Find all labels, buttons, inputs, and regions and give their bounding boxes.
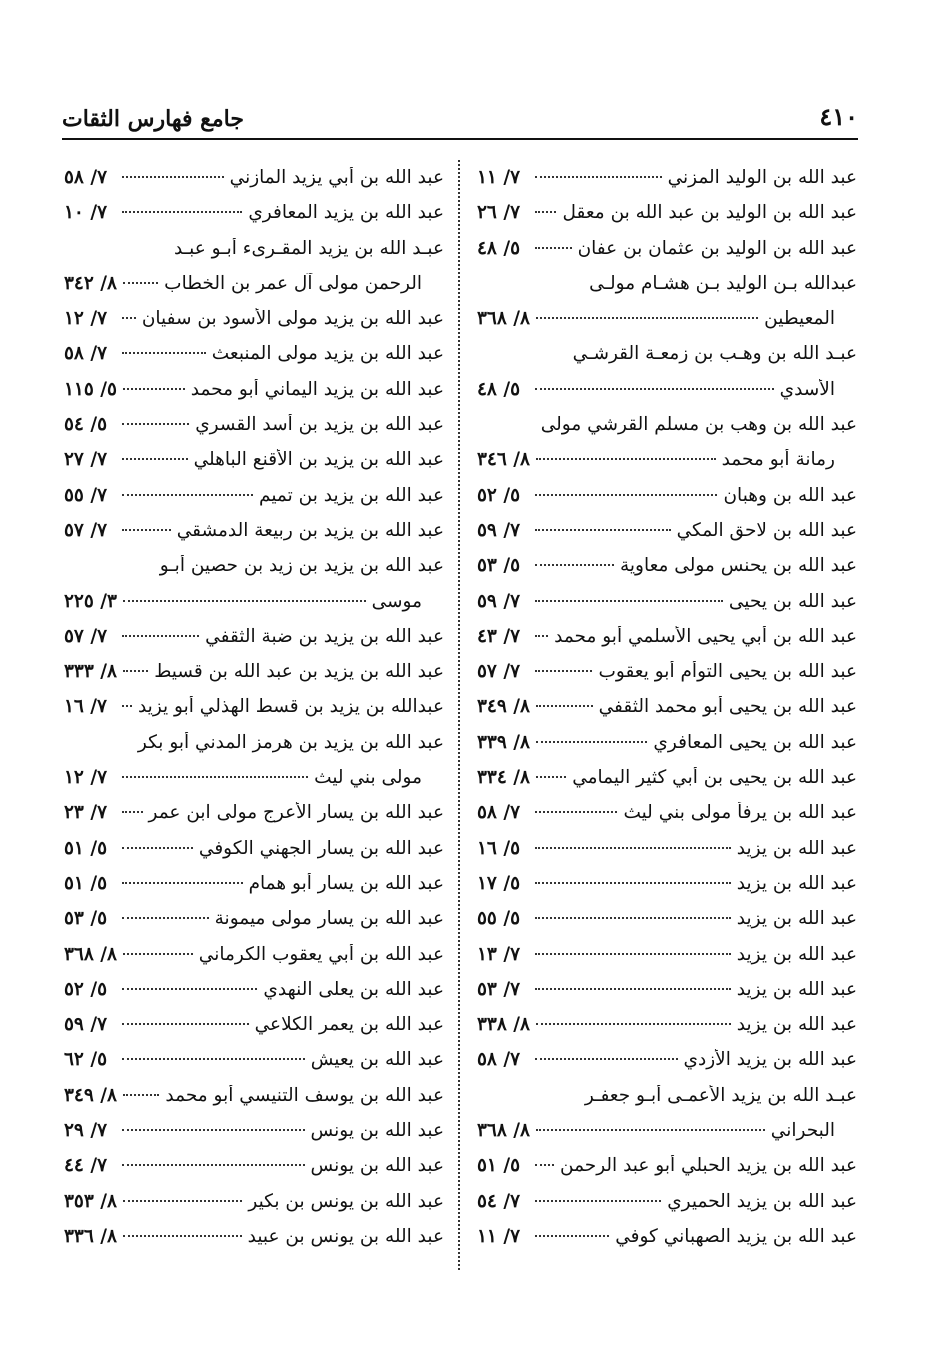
leader-dots xyxy=(536,1023,731,1025)
index-entry xyxy=(64,449,444,484)
volume-page-ref: ٥/ ١٦ xyxy=(477,837,521,859)
entry-name: عبـد الله بن وهـب بن زمعـة القرشـي xyxy=(572,343,857,365)
entry-name: عبد الله بن يزيد الحبلي أبو عبد الرحمن xyxy=(560,1155,857,1177)
index-entry xyxy=(477,343,857,378)
entry-name: عبد الله بن يسار الجهني الكوفي xyxy=(198,837,444,859)
volume-page-ref: ٧/ ٥٣ xyxy=(477,978,521,1000)
entry-name: عبد الله بن يزيد الصهباني كوفي xyxy=(615,1225,857,1247)
index-entry xyxy=(477,626,857,661)
volume-page-ref: ٧/ ٥٧ xyxy=(477,661,521,683)
leader-dots xyxy=(535,917,731,919)
entry-name: عبد الله بن يزيد بن ربيعة الدمشقي xyxy=(176,519,444,541)
entry-name: عبد الله بن أبي يعقوب الكرماني xyxy=(198,943,444,965)
leader-dots xyxy=(122,176,224,178)
leader-dots xyxy=(535,564,614,566)
volume-page-ref: ٨/ ٣٥٣ xyxy=(64,1190,117,1212)
volume-page-ref: ٧/ ٤٣ xyxy=(477,625,521,647)
leader-dots xyxy=(123,388,185,390)
volume-page-ref: ٥/ ٥٢ xyxy=(477,484,521,506)
leader-dots xyxy=(122,811,143,813)
volume-page-ref: ٧/ ٥٧ xyxy=(64,625,108,647)
entry-name: عبد الله بن أبي يحيى الأسلمي أبو محمد xyxy=(554,625,857,647)
column-divider xyxy=(458,160,460,1270)
page-header xyxy=(62,100,858,140)
entry-name: عبد الله بن يسار الأعرج مولى ابن عمر xyxy=(148,802,444,824)
volume-page-ref: ٧/ ٥٩ xyxy=(477,590,521,612)
leader-dots xyxy=(122,317,136,319)
index-entry xyxy=(477,802,857,837)
index-entry xyxy=(477,202,857,237)
leader-dots xyxy=(122,1023,249,1025)
leader-dots xyxy=(122,423,189,425)
volume-page-ref: ٥/ ٦٢ xyxy=(64,1049,108,1071)
volume-page-ref: ٨/ ٣٤٢ xyxy=(64,272,117,294)
volume-page-ref: ٨/ ٣٦٨ xyxy=(477,308,530,330)
index-entry xyxy=(477,308,857,343)
index-entry xyxy=(477,732,857,767)
leader-dots xyxy=(123,282,158,284)
index-entry xyxy=(477,944,857,979)
index-entry xyxy=(64,1014,444,1049)
volume-page-ref: ٧/ ٥٧ xyxy=(64,519,108,541)
leader-dots xyxy=(535,988,731,990)
entry-name: عبد الله بن يرفأ مولى بني ليث xyxy=(623,802,857,824)
volume-page-ref: ٧/ ١٢ xyxy=(64,767,108,789)
index-entry xyxy=(477,873,857,908)
entry-name: عبد الله بن يزيد بن تميم xyxy=(259,484,444,506)
index-entry xyxy=(477,1049,857,1084)
entry-name: عبد الله بن يوسف التنيسي أبو محمد xyxy=(165,1084,444,1106)
index-entry xyxy=(64,767,444,802)
volume-page-ref: ٧/ ٢٩ xyxy=(64,1120,108,1142)
volume-page-ref: ٥/ ٥١ xyxy=(477,1155,521,1177)
index-entry xyxy=(477,767,857,802)
volume-page-ref: ٧/ ٢٧ xyxy=(64,449,108,471)
volume-page-ref: ٧/ ٥٩ xyxy=(477,519,521,541)
index-entry xyxy=(64,238,444,273)
leader-dots xyxy=(122,847,193,849)
leader-dots xyxy=(122,1164,305,1166)
entry-name: عبد الله بن يزيد بن الأقنع الباهلي xyxy=(193,449,444,471)
leader-dots xyxy=(123,1094,159,1096)
index-entry xyxy=(477,379,857,414)
entry-name: عبد الله بن يعيش xyxy=(310,1049,444,1071)
leader-dots xyxy=(535,388,774,390)
leader-dots xyxy=(535,635,548,637)
entry-name: عبد الله بن يزيد بن زيد بن حصين أبـو xyxy=(159,555,444,577)
entry-name: عبد الله بن يحيى التوأم أبو يعقوب xyxy=(598,661,857,683)
index-entry xyxy=(64,802,444,837)
leader-dots xyxy=(535,670,592,672)
volume-page-ref: ٣/ ٢٢٥ xyxy=(64,590,117,612)
leader-dots xyxy=(535,247,572,249)
entry-name: عبدالله بن يزيد بن قسط الهذلي أبو يزيد xyxy=(137,696,444,718)
volume-page-ref: ٧/ ١١ xyxy=(477,167,521,188)
leader-dots xyxy=(122,882,243,884)
index-entry xyxy=(64,1155,444,1190)
volume-page-ref: ٥/ ٤٨ xyxy=(477,378,521,400)
volume-page-ref: ٥/ ٥٣ xyxy=(477,555,521,577)
index-entry xyxy=(64,1226,444,1261)
index-entry xyxy=(477,1226,857,1261)
volume-page-ref: ٧/ ٢٣ xyxy=(64,802,108,824)
entry-name: عبد الله بن يونس xyxy=(310,1120,444,1142)
volume-page-ref: ٧/ ٥٨ xyxy=(64,343,108,365)
leader-dots xyxy=(123,670,148,672)
volume-page-ref: ٧/ ٥٥ xyxy=(64,484,108,506)
leader-dots xyxy=(123,600,366,602)
index-entry xyxy=(64,202,444,237)
entry-name: عبد الله بن لاحق المكي xyxy=(676,519,857,541)
volume-page-ref: ٧/ ١٢ xyxy=(64,308,108,330)
volume-page-ref: ٥/ ٥٥ xyxy=(477,908,521,930)
leader-dots xyxy=(535,882,731,884)
leader-dots xyxy=(535,1235,609,1237)
index-entry xyxy=(64,1191,444,1226)
leader-dots xyxy=(535,953,731,955)
index-column-left xyxy=(64,167,444,1261)
volume-page-ref: ٧/ ٤٤ xyxy=(64,1155,108,1177)
index-entry xyxy=(64,661,444,696)
index-entry xyxy=(477,414,857,449)
leader-dots xyxy=(535,600,723,602)
index-entry xyxy=(477,838,857,873)
leader-dots xyxy=(123,953,193,955)
leader-dots xyxy=(122,1129,305,1131)
index-entry xyxy=(64,1085,444,1120)
volume-page-ref: ٥/ ٥٣ xyxy=(64,908,108,930)
volume-page-ref: ٥/ ٥١ xyxy=(64,872,108,894)
index-entry xyxy=(477,1120,857,1155)
leader-dots xyxy=(122,988,257,990)
leader-dots xyxy=(536,741,647,743)
index-entry xyxy=(64,979,444,1014)
volume-page-ref: ٨/ ٣٣٤ xyxy=(477,767,530,789)
entry-name: عبـد الله بن يزيد الأعمـى أبـو جعفـر xyxy=(584,1084,857,1106)
leader-dots xyxy=(535,211,556,213)
index-entry xyxy=(64,908,444,943)
volume-page-ref: ٧/ ٥٨ xyxy=(477,802,521,824)
leader-dots xyxy=(536,458,716,460)
leader-dots xyxy=(122,458,188,460)
entry-name: عبد الله بن أبي يزيد المازني xyxy=(229,167,444,188)
leader-dots xyxy=(123,1200,242,1202)
index-column-right xyxy=(477,167,857,1261)
volume-page-ref: ٧/ ٥٨ xyxy=(64,167,108,188)
entry-name: عبد الله بن يزيد بن أسد القسري xyxy=(195,414,444,436)
index-entry xyxy=(64,626,444,661)
entry-name: عبد الله بن يعلى النهدي xyxy=(263,978,444,1000)
leader-dots xyxy=(123,1235,242,1237)
leader-dots xyxy=(535,811,617,813)
volume-page-ref: ٨/ ٣٦٨ xyxy=(64,943,117,965)
leader-dots xyxy=(535,494,717,496)
entry-name: عبد الله بن يزيد بن ضبة الثقفي xyxy=(205,625,444,647)
index-entry xyxy=(64,273,444,308)
entry-name: عبـد الله بن يزيد المقـرىء أبـو عبـد xyxy=(174,237,444,259)
volume-page-ref: ٥/ ٥١ xyxy=(64,837,108,859)
entry-name: عبد الله بن وهبان xyxy=(723,484,857,506)
entry-name: مولى بني ليث xyxy=(314,767,422,789)
book-title: جامع فهارس الثقات xyxy=(62,106,244,132)
volume-page-ref: ٧/ ٥٩ xyxy=(64,1014,108,1036)
index-entry xyxy=(477,1085,857,1120)
volume-page-ref: ٧/ ٢٦ xyxy=(477,202,521,224)
index-entry xyxy=(64,555,444,590)
volume-page-ref: ٥/ ٤٨ xyxy=(477,237,521,259)
index-entry xyxy=(64,696,444,731)
entry-name: عبد الله بن يحيى xyxy=(728,590,857,612)
entry-name: عبد الله بن يزيد الأزدي xyxy=(683,1049,857,1071)
entry-name: عبد الله بن يحيى أبو محمد الثقفي xyxy=(598,696,857,718)
leader-dots xyxy=(122,776,308,778)
page-number: ٤١٠ xyxy=(819,102,858,131)
index-entry xyxy=(477,167,857,202)
volume-page-ref: ٨/ ٣٤٩ xyxy=(64,1084,117,1106)
entry-name: الرحمن مولى آل عمر بن الخطاب xyxy=(164,272,422,294)
entry-name: عبد الله بن يحيى المعافري xyxy=(653,731,857,753)
leader-dots xyxy=(122,917,209,919)
index-entry xyxy=(64,167,444,202)
index-entry xyxy=(477,555,857,590)
entry-name: عبد الله بن يزيد xyxy=(736,908,857,930)
entry-name: عبد الله بن يزيد اليماني أبو محمد xyxy=(190,378,444,400)
entry-name: الأسدي xyxy=(779,378,835,400)
leader-dots xyxy=(122,635,199,637)
leader-dots xyxy=(122,494,253,496)
leader-dots xyxy=(536,776,566,778)
index-entry xyxy=(477,485,857,520)
leader-dots xyxy=(122,529,171,531)
leader-dots xyxy=(122,211,242,213)
entry-name: عبد الله بن الوليد المزني xyxy=(667,167,857,188)
entry-name: عبد الله بن يعمر الكلاعي xyxy=(254,1014,444,1036)
entry-name: عبد الله بن يونس بن بكير xyxy=(248,1190,444,1212)
index-entry xyxy=(477,238,857,273)
volume-page-ref: ٧/ ١٦ xyxy=(64,696,107,718)
volume-page-ref: ٧/ ١١ xyxy=(477,1225,521,1247)
volume-page-ref: ٨/ ٣٤٦ xyxy=(477,449,530,471)
entry-name: عبد الله بن يزيد xyxy=(736,943,857,965)
entry-name: المعيطين xyxy=(764,308,835,330)
entry-name: عبد الله بن يزيد مولى المنبعث xyxy=(211,343,444,365)
entry-name: عبد الله بن الوليد بن عبد الله بن معقل xyxy=(562,202,857,224)
volume-page-ref: ٨/ ٣٣٨ xyxy=(477,1014,530,1036)
index-entry xyxy=(477,449,857,484)
entry-name: عبد الله بن يحيى بن أبي كثير اليمامي xyxy=(572,767,857,789)
entry-name: موسى xyxy=(371,590,422,612)
entry-name: رمانة أبو محمد xyxy=(721,449,835,471)
leader-dots xyxy=(535,847,731,849)
leader-dots xyxy=(535,1164,554,1166)
leader-dots xyxy=(122,352,206,354)
volume-page-ref: ٨/ ٣٤٩ xyxy=(477,696,530,718)
index-entry xyxy=(64,379,444,414)
leader-dots xyxy=(535,176,662,178)
entry-name: عبد الله بن يحنس مولى معاوية xyxy=(619,555,857,577)
entry-name: عبد الله بن يزيد بن هرمز المدني أبو بكر xyxy=(137,731,444,753)
index-entry xyxy=(64,873,444,908)
index-entry xyxy=(64,520,444,555)
volume-page-ref: ٧/ ٥٤ xyxy=(477,1190,521,1212)
leader-dots xyxy=(122,1058,305,1060)
leader-dots xyxy=(536,1129,765,1131)
index-entry xyxy=(477,1014,857,1049)
entry-name: عبد الله بن يسار أبو همام xyxy=(248,872,444,894)
entry-name: عبد الله بن يزيد بن عبد الله بن قسيط xyxy=(154,661,444,683)
index-entry xyxy=(477,1155,857,1190)
entry-name: عبد الله بن يزيد xyxy=(736,872,857,894)
index-entry xyxy=(477,696,857,731)
entry-name: عبد الله بن يزيد مولى الأسود بن سفيان xyxy=(141,308,444,330)
entry-name: البحراني xyxy=(770,1120,835,1142)
entry-name: عبد الله بن وهب بن مسلم القرشي مولى xyxy=(540,414,857,436)
entry-name: عبدالله بـن الوليد بـن هشـام مولـى xyxy=(589,272,857,294)
leader-dots xyxy=(122,705,132,707)
index-entry xyxy=(477,908,857,943)
index-entry xyxy=(64,485,444,520)
leader-dots xyxy=(535,529,671,531)
volume-page-ref: ٧/ ٥٨ xyxy=(477,1049,521,1071)
index-entry xyxy=(64,414,444,449)
leader-dots xyxy=(535,1200,661,1202)
index-entry xyxy=(64,1120,444,1155)
entry-name: عبد الله بن يزيد المعافري xyxy=(248,202,444,224)
index-entry xyxy=(64,308,444,343)
leader-dots xyxy=(535,1058,678,1060)
index-entry xyxy=(64,732,444,767)
index-entry xyxy=(477,273,857,308)
volume-page-ref: ٨/ ٣٣٣ xyxy=(64,661,117,683)
entry-name: عبد الله بن الوليد بن عثمان بن عفان xyxy=(577,237,857,259)
index-entry xyxy=(64,944,444,979)
volume-page-ref: ٥/ ١١٥ xyxy=(64,378,117,400)
index-entry xyxy=(64,343,444,378)
volume-page-ref: ٧/ ١٣ xyxy=(477,943,521,965)
volume-page-ref: ٥/ ٥٢ xyxy=(64,978,108,1000)
volume-page-ref: ٥/ ٥٤ xyxy=(64,414,108,436)
entry-name: عبد الله بن يزيد الحميري xyxy=(667,1190,857,1212)
entry-name: عبد الله بن يونس بن عبيد xyxy=(247,1225,444,1247)
index-entry xyxy=(64,1049,444,1084)
index-entry xyxy=(64,838,444,873)
volume-page-ref: ٧/ ١٠ xyxy=(64,202,108,224)
volume-page-ref: ٨/ ٣٦٨ xyxy=(477,1120,530,1142)
index-entry xyxy=(477,591,857,626)
index-entry xyxy=(477,661,857,696)
volume-page-ref: ٥/ ١٧ xyxy=(477,872,521,894)
index-entry xyxy=(64,591,444,626)
entry-name: عبد الله بن يزيد xyxy=(736,978,857,1000)
entry-name: عبد الله بن يزيد xyxy=(736,1014,857,1036)
index-entry xyxy=(477,979,857,1014)
volume-page-ref: ٨/ ٣٣٩ xyxy=(477,731,530,753)
leader-dots xyxy=(536,705,593,707)
index-entry xyxy=(477,1191,857,1226)
entry-name: عبد الله بن يزيد xyxy=(736,837,857,859)
entry-name: عبد الله بن يسار مولى ميمونة xyxy=(214,908,444,930)
entry-name: عبد الله بن يونس xyxy=(310,1155,444,1177)
leader-dots xyxy=(536,317,758,319)
volume-page-ref: ٨/ ٣٣٦ xyxy=(64,1225,117,1247)
index-entry xyxy=(477,520,857,555)
